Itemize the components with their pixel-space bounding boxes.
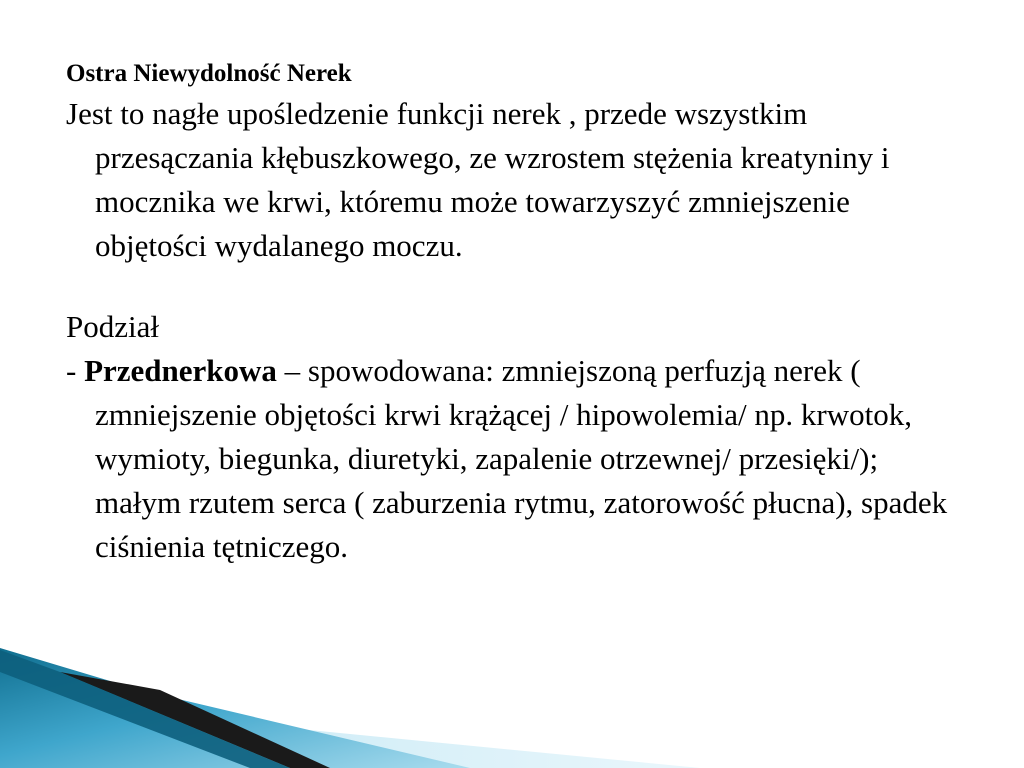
item-description: – spowodowana: zmniejszoną perfuzją nerek ( zmniejszenie objętości krwi krążącej / hipowolemia/ np. krwotok, wymioty, biegunka, diuretyki, zapalenie otrzewnej/ przesięki/); małym rzutem serca ( zaburzenia rytmu, zatorowość płucna), spadek ciśnienia tętniczego. (95, 353, 948, 564)
classification-item (66, 349, 966, 569)
item-prefix: - (66, 353, 85, 388)
definition-paragraph: Jest to nagłe upośledzenie funkcji nerek , przede wszystkim przesączania kłębuszkowego, ze wzrostem stężenia kreatyniny i mocznika we krwi, któremu może towarzyszyć zmniejszenie objętości wydalanego moczu. (66, 96, 890, 263)
item-term: Przednerkowa (84, 353, 277, 388)
slide-title: Ostra Niewydolność Nerek (66, 60, 352, 87)
slide-content (66, 56, 966, 569)
section-heading: Podział (66, 309, 159, 344)
